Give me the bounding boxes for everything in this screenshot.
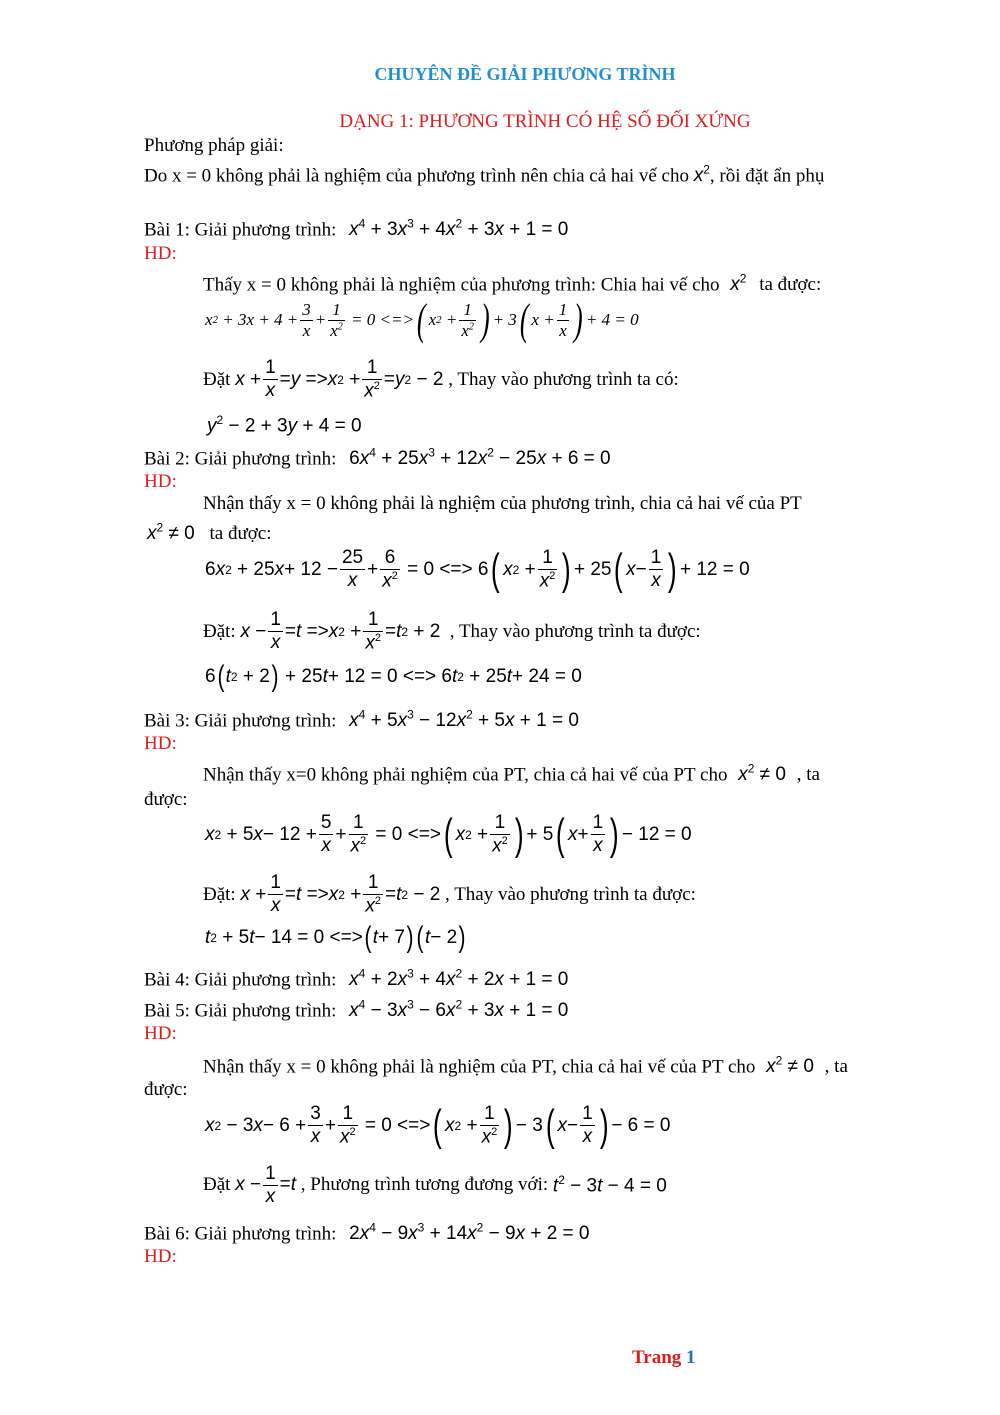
b1-equation-1: x 2 + 3x + 4 + $\frac{3}{x}$ + $\frac{1}{x^2}$ = 0 <=> ( x 2 + $\frac{1}{x^2}$ ) + 3 ( x + $\frac{1}{x}$ ) + 4 = 0 [205, 295, 639, 344]
b3-note: Nhận thấy x=0 không phải nghiệm của PT, chia cả hai vế của PT cho $x^2 \ne 0$ , ta [203, 762, 820, 786]
method-text-1: Do x = 0 không phải là nghiệm của phương trình nên chia cả hai vế cho [144, 165, 689, 187]
b5-equation-1: x 2 − 3 x − 6 + $\frac{3}{x}$ + $\frac{1}{x^2}$ = 0 <=> ( x 2 + $\frac{1}{x^2}$ ) − 3 ( x − $\frac{1}{x}$ ) − 6 = 0 [205, 1100, 671, 1150]
b6-heading: Bài 6: Giải phương trình: $2x^4 - 9x^3 + 14x^2 - 9x + 2 = 0$ [144, 1221, 590, 1245]
method-text: Do x = 0 không phải là nghiệm của phương trình nên chia cả hai vế cho $x^2$, rồi đặt ẩn phụ [144, 163, 825, 187]
b5-hd: HD: [144, 1023, 177, 1044]
method-text-2: , rồi đặt ẩn phụ [709, 165, 825, 187]
b3-hd: HD: [144, 733, 177, 754]
method-label: Phương pháp giải: [144, 135, 284, 156]
b1-hd: HD: [144, 243, 177, 264]
section-subtitle: DẠNG 1: PHƯƠNG TRÌNH CÓ HỆ SỐ ĐỐI XỨNG [339, 111, 751, 132]
b2-hd: HD: [144, 471, 177, 492]
b2-heading: Bài 2: Giải phương trình: $6x^4 + 25x^3 + 12x^2 - 25x + 6 = 0$ [144, 446, 611, 470]
footer-label: Trang [632, 1347, 682, 1368]
b2-substitution: Đặt: x − $\frac{1}{x}$ = t => x 2 + $\frac{1}{x^2}$ = t 2 + 2 , Thay vào phương trình ta được: [203, 609, 701, 654]
b2-result: 6 ( t 2 + 2 ) + 25 t + 12 = 0 <=> 6 t 2 + 25 t + 24 = 0 [205, 660, 582, 693]
b2-note: Nhận thấy x = 0 không phải là nghiệm của phương trình, chia cả hai vế của PT [203, 493, 802, 514]
page-footer [632, 1347, 696, 1369]
b2-note-2: $x^2 \ne 0$ ta được: [147, 521, 272, 545]
b3-note-2: được: [144, 789, 188, 810]
b3-equation-1: x 2 + 5 x − 12 + $\frac{5}{x}$ + $\frac{1}{x^2}$ = 0 <=> ( x 2 + $\frac{1}{x^2}$ ) + 5 ( x + $\frac{1}{x}$ ) − 12 = 0 [205, 809, 692, 859]
page-number: 1 [686, 1347, 696, 1368]
page-title: CHUYÊN ĐỀ GIẢI PHƯƠNG TRÌNH [374, 64, 676, 84]
b1-result: $y^2 - 2 + 3y + 4 = 0$ [207, 413, 362, 437]
b5-note-2: được: [144, 1079, 188, 1100]
b1-note: Thấy x = 0 không phải là nghiệm của phương trình: Chia hai vế cho $x^2$ ta được: [203, 272, 822, 296]
b3-heading: Bài 3: Giải phương trình: $x^4 + 5x^3 - 12x^2 + 5x + 1 = 0$ [144, 708, 579, 732]
b5-substitution: Đặt x − $\frac{1}{x}$ = t , Phương trình tương đương với: $t^2 - 3t - 4 = 0$ [203, 1163, 667, 1207]
b1-heading: Bài 1: Giải phương trình: $x^4 + 3x^3 + 4x^2 + 3x + 1 = 0$ [144, 217, 569, 241]
b5-heading: Bài 5: Giải phương trình: $x^4 - 3x^3 - 6x^2 + 3x + 1 = 0$ [144, 998, 569, 1022]
b2-equation-1: 6 x 2 + 25 x + 12 − $\frac{25}{x}$ + $\frac{6}{x^2}$ = 0 <=> 6 ( x 2 + $\frac{1}{x^2}$ ) + 25 ( x − $\frac{1}{x}$ ) + 12 = 0 [205, 544, 750, 594]
b6-hd: HD: [144, 1246, 177, 1267]
b4-heading: Bài 4: Giải phương trình: $x^4 + 2x^3 + 4x^2 + 2x + 1 = 0$ [144, 967, 569, 991]
b5-note: Nhận thấy x = 0 không phải là nghiệm của PT, chia cả hai vế của PT cho $x^2 \ne 0$ , ta [203, 1054, 848, 1078]
b1-substitution: Đặt x + $\frac{1}{x}$ = y => x 2 + $\frac{1}{x^2}$ = y 2 − 2 , Thay vào phương trình ta có: [203, 357, 679, 402]
b3-result: t 2 + 5 t − 14 = 0 <=> ( t + 7 ) ( t − 2 ) [205, 921, 466, 954]
b3-substitution: Đặt: x + $\frac{1}{x}$ = t => x 2 + $\frac{1}{x^2}$ = t 2 − 2 , Thay vào phương trình ta được: [203, 872, 696, 917]
